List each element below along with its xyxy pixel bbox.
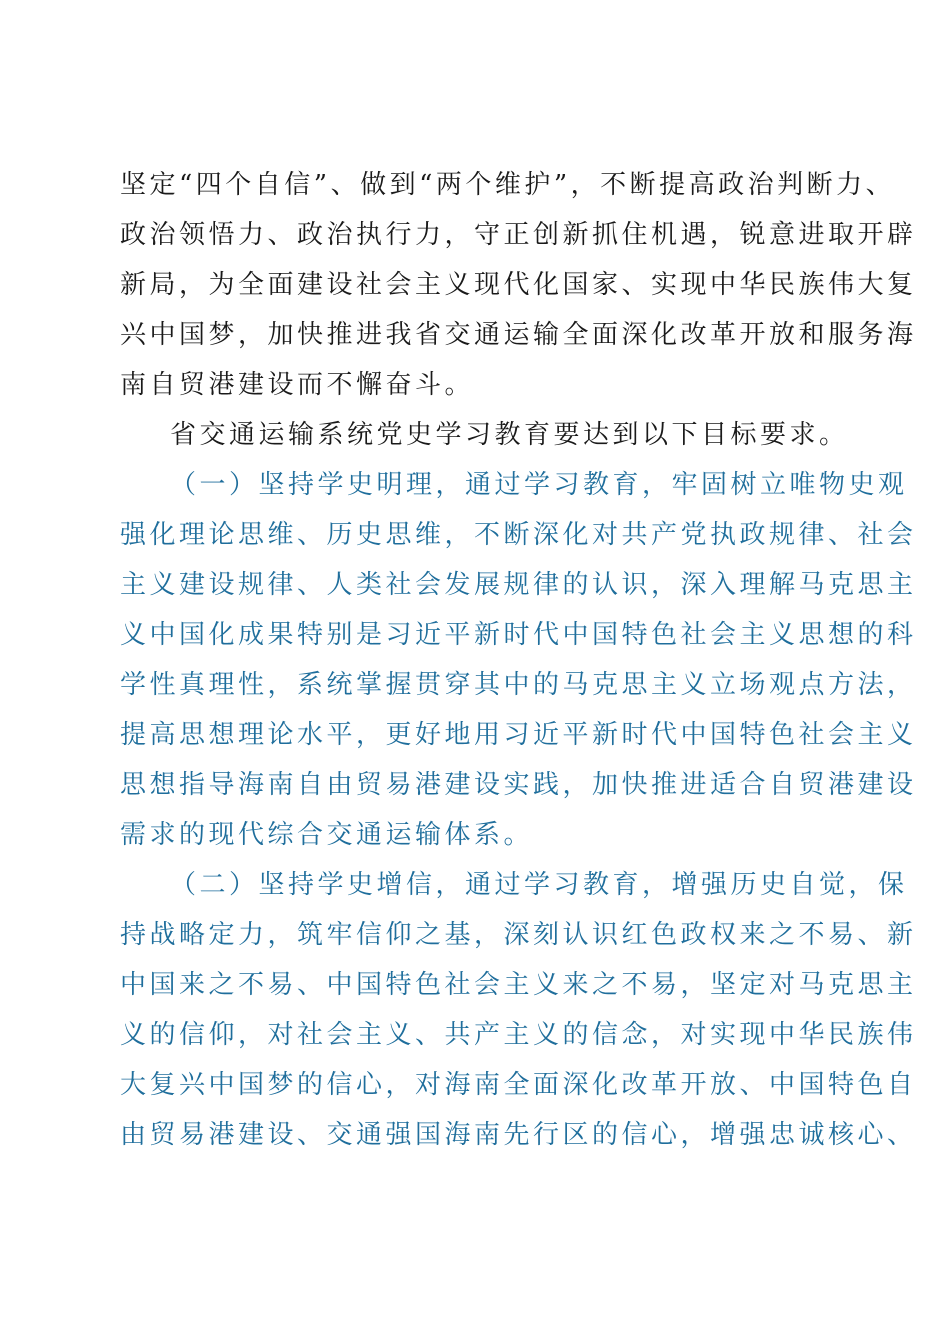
section-two-text-line: 持战略定力，筑牢信仰之基，深刻认识红色政权来之不易、新	[120, 920, 917, 950]
body-text-line: 兴中国梦，加快推进我省交通运输全面深化改革开放和服务海	[120, 320, 917, 350]
body-text-line: 省交通运输系统党史学习教育要达到以下目标要求。	[170, 420, 849, 450]
section-two-text-line: 大复兴中国梦的信心，对海南全面深化改革开放、中国特色自	[120, 1070, 917, 1100]
section-one-text-line: 提高思想理论水平，更好地用习近平新时代中国特色社会主义	[120, 720, 917, 750]
section-two-text-line: 中国来之不易、中国特色社会主义来之不易，坚定对马克思主	[120, 970, 917, 1000]
body-text-line: 新局，为全面建设社会主义现代化国家、实现中华民族伟大复	[120, 270, 917, 300]
section-two-text-line: 义的信仰，对社会主义、共产主义的信念，对实现中华民族伟	[120, 1020, 917, 1050]
section-one-text-line: 主义建设规律、人类社会发展规律的认识，深入理解马克思主	[120, 570, 917, 600]
section-one-text-line: 强化理论思维、历史思维，不断深化对共产党执政规律、社会	[120, 520, 917, 550]
section-one-text-line: 义中国化成果特别是习近平新时代中国特色社会主义思想的科	[120, 620, 917, 650]
section-one-heading-line: （一）坚持学史明理，通过学习教育，牢固树立唯物史观	[170, 470, 908, 500]
section-two-text-line: 由贸易港建设、交通强国海南先行区的信心，增强忠诚核心、	[120, 1120, 917, 1150]
section-two-heading-line: （二）坚持学史增信，通过学习教育，增强历史自觉，保	[170, 870, 908, 900]
section-one-text-line: 学性真理性，系统掌握贯穿其中的马克思主义立场观点方法，	[120, 670, 917, 700]
section-one-text-line: 思想指导海南自由贸易港建设实践，加快推进适合自贸港建设	[120, 770, 917, 800]
body-text-line: 政治领悟力、政治执行力，守正创新抓住机遇，锐意进取开辟	[120, 220, 917, 250]
section-one-text-line: 需求的现代综合交通运输体系。	[120, 820, 534, 850]
body-text-line: 坚定“四个自信”、做到“两个维护”，不断提高政治判断力、	[120, 170, 896, 200]
body-text-line: 南自贸港建设而不懈奋斗。	[120, 370, 475, 400]
